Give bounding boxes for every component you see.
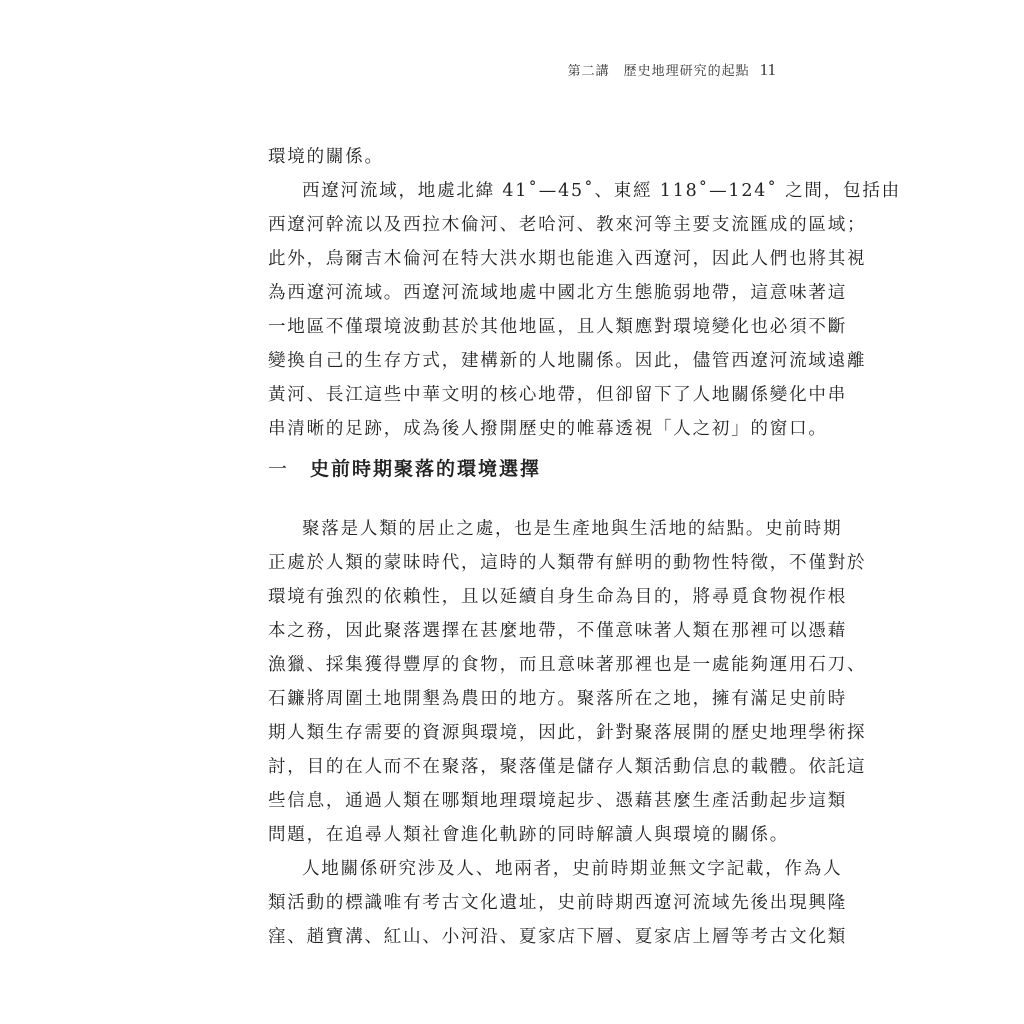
text-line: 西遼河流域，地處北緯 41˚—45˚、東經 118˚—124˚ 之間，包括由 (302, 181, 901, 201)
text-line: 期人類生存需要的資源與環境，因此，針對聚落展開的歷史地理學術探 (268, 723, 867, 743)
text-line: 為西遼河流域。西遼河流域地處中國北方生態脆弱地帶，這意味著這 (268, 283, 847, 303)
body-text-top (268, 140, 901, 446)
chapter-title: 歷史地理研究的起點 (623, 64, 750, 79)
text-line: 聚落是人類的居止之處，也是生產地與生活地的結點。史前時期 (302, 519, 843, 539)
text-line: 正處於人類的蒙昧時代，這時的人類帶有鮮明的動物性特徵，不僅對於 (268, 553, 867, 573)
text-line: 變換自己的生存方式，建構新的人地關係。因此，儘管西遼河流域遠離 (268, 351, 867, 371)
section-title: 史前時期聚落的環境選擇 (310, 458, 542, 480)
text-line: 類活動的標識唯有考古文化遺址，史前時期西遼河流域先後出現興隆 (268, 893, 847, 913)
text-line: 問題，在追尋人類社會進化軌跡的同時解讀人與環境的關係。 (268, 825, 790, 845)
text-line: 漁獵、採集獲得豐厚的食物，而且意味著那裡也是一處能夠運用石刀、 (268, 655, 867, 675)
text-line: 黃河、長江這些中華文明的核心地帶，但卻留下了人地關係變化中串 (268, 385, 847, 405)
text-line: 串清晰的足跡，成為後人撥開歷史的帷幕透視「人之初」的窗口。 (268, 419, 828, 439)
text-line: 窪、趙寶溝、紅山、小河沿、夏家店下層、夏家店上層等考古文化類 (268, 927, 847, 947)
section-number: 一 (268, 458, 290, 480)
text-line: 西遼河幹流以及西拉木倫河、老哈河、教來河等主要支流匯成的區域； (268, 215, 867, 235)
text-line: 石鐮將周圍土地開墾為農田的地方。聚落所在之地，擁有滿足史前時 (268, 689, 847, 709)
page-number: 11 (759, 60, 776, 79)
text-line: 討，目的在人而不在聚落，聚落僅是儲存人類活動信息的載體。依託這 (268, 757, 867, 777)
text-line: 人地關係研究涉及人、地兩者，史前時期並無文字記載，作為人 (302, 859, 843, 879)
section-heading (268, 452, 776, 486)
body-text-bottom (268, 512, 867, 954)
running-header (268, 60, 776, 80)
text-line: 此外，烏爾吉木倫河在特大洪水期也能進入西遼河，因此人們也將其視 (268, 249, 867, 269)
text-line: 一地區不僅環境波動甚於其他地區，且人類應對環境變化也必須不斷 (268, 317, 847, 337)
text-line: 些信息，通過人類在哪類地理環境起步、憑藉甚麼生產活動起步這類 (268, 791, 847, 811)
text-line: 環境有強烈的依賴性，且以延續自身生命為目的，將尋覓食物視作根 (268, 587, 847, 607)
text-line: 環境的關係。 (268, 147, 384, 167)
text-line: 本之務，因此聚落選擇在甚麼地帶，不僅意味著人類在那裡可以憑藉 (268, 621, 847, 641)
chapter-label: 第二講 (567, 64, 610, 79)
